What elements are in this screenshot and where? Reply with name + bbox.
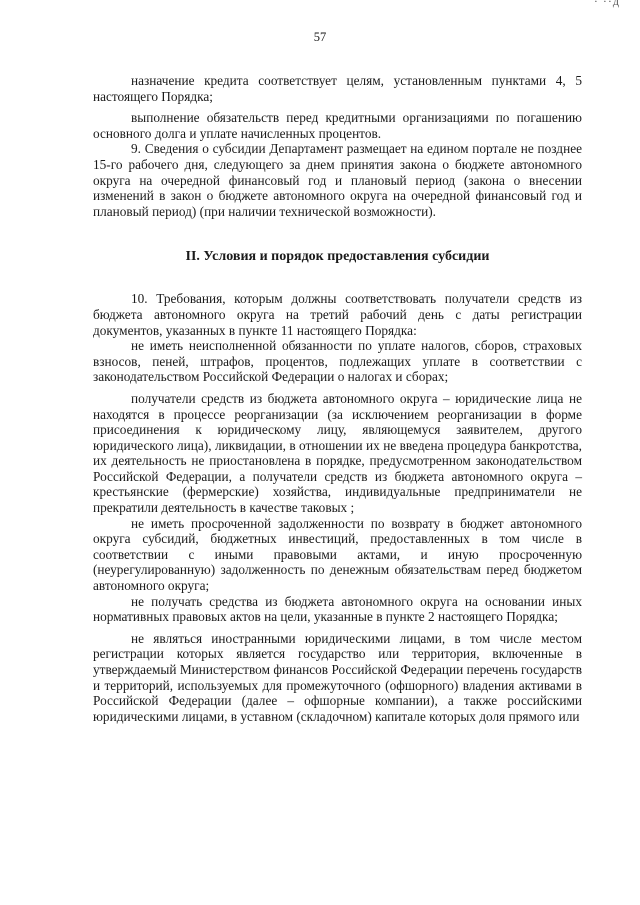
page-number: 57 bbox=[313, 30, 327, 44]
paragraph: не получать средства из бюджета автономного округа на основании иных нормативных правовых актов на цели, указанные в пункте 2 настоящего Порядка; bbox=[93, 593, 582, 625]
paragraph: не являться иностранными юридическими лицами, в том числе местом регистрации которых является государство или территория, включенные в утверждаемый Министерством финансов Российской Федерации перечень государств и территорий, используемых для промежуточного (офшорного) владения активами в Российской Федерации (далее – офшорные компании), а также российскими юридическими лицами, в уставном (складочном) капитале которых доля прямого или bbox=[93, 630, 582, 724]
section-heading: II. Условия и порядок предоставления субсидии bbox=[185, 249, 490, 265]
corner-mark: · ··д bbox=[593, 0, 620, 8]
paragraph: выполнение обязательств перед кредитными организациями по погашению основного долга и уплате начисленных процентов. bbox=[93, 110, 582, 141]
document-body bbox=[93, 73, 582, 724]
paragraph: получатели средств из бюджета автономного округа – юридические лица не находятся в процессе реорганизации (за исключением реорганизации в форме присоединения к юридическому лицу, являющемуся заявителем, другого юридического лица), ликвидации, в отношении их не введена процедура банкротства, их деятельность не приостановлена в порядке, предусмотренном законодательством Российской Федерации, а получатели средств из бюджета автономного округа – крестьянские (фермерские) хозяйства, индивидуальные предприниматели не прекратили деятельность в качестве таковых ; bbox=[93, 390, 582, 516]
paragraph: 10. Требования, которым должны соответствовать получатели средств из бюджета автономного округа на третий рабочий день с даты регистрации документов, указанных в пункте 11 настоящего Порядка: bbox=[93, 291, 582, 338]
paragraph: не иметь неисполненной обязанности по уплате налогов, сборов, страховых взносов, пеней, штрафов, процентов, подлежащих уплате в соответствии с законодательством Российской Федерации о налогах и сборах; bbox=[93, 338, 582, 385]
paragraph: назначение кредита соответствует целям, установленным пунктами 4, 5 настоящего Порядка; bbox=[93, 73, 582, 104]
paragraph: 9. Сведения о субсидии Департамент размещает на едином портале не позднее 15-го рабочего дня, следующего за днем принятия закона о бюджете автономного округа на очередной финансовый год и плановый период (закона о внесении изменений в закон о бюджете автономного округа на очередной финансовый год и плановый период) (при наличии технической возможности). bbox=[93, 141, 582, 219]
paragraph: не иметь просроченной задолженности по возврату в бюджет автономного округа субсидий, бюджетных инвестиций, предоставленных в том числе в соответствии с иными правовыми актами, и иную просроченную (неурегулированную) задолженность по денежным обязательствам перед бюджетом автономного округа; bbox=[93, 515, 582, 594]
